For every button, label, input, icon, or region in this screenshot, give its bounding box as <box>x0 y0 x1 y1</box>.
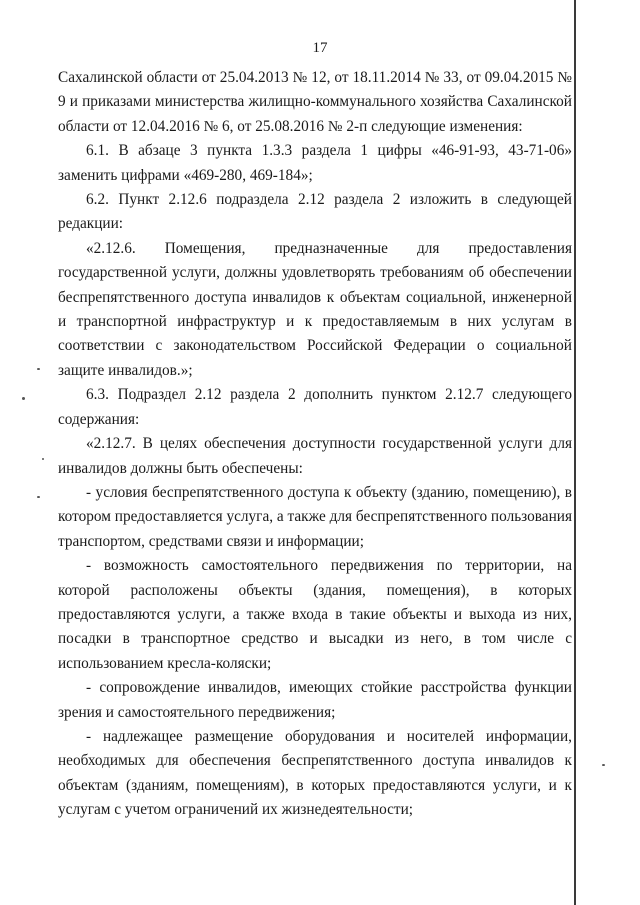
paragraph-intro-continuation: Сахалинской области от 25.04.2013 № 12, от 18.11.2014 № 33, от 09.04.2015 № 9 и приказами министерства жилищно-коммунального хозяйства Сахалинской области от 12.04.2016 № 6, от 25.08.2016 № 2-п следующие изменения: <box>58 69 572 135</box>
scan-speck <box>42 458 44 460</box>
list-item-escort: - сопровождение инвалидов, имеющих стойкие расстройства функции зрения и самостоятельного передвижения; <box>58 679 572 721</box>
list-item-access-conditions: - условия беспрепятственного доступа к объекту (зданию, помещению), в котором предоставляется услуга, а также для беспрепятственного пользования транспортом, средствами связи и информации; <box>58 483 572 550</box>
document-body <box>58 66 572 823</box>
paragraph-2-12-6: «2.12.6. Помещения, предназначенные для предоставления государственной услуги, должны удовлетворять требованиям об обеспечении беспрепятственного доступа инвалидов к объектам социальной, инженерной и транспортной инфраструктур и к предоставляемым в них услугам в соответствии с законодательством Российской Федерации о социальной защите инвалидов.»; <box>58 239 572 379</box>
paragraph-6-1: 6.1. В абзаце 3 пункта 1.3.3 раздела 1 цифры «46-91-93, 43-71-06» заменить цифрами «469-280, 469-184»; <box>58 142 572 184</box>
scan-edge-line <box>574 0 576 905</box>
page-number: 17 <box>312 40 328 56</box>
scan-speck <box>37 368 40 370</box>
list-item-equipment-placement: - надлежащее размещение оборудования и носителей информации, необходимых для обеспечения беспрепятственного доступа инвалидов к объектам (зданиям, помещениям), в которых предоставляются услуги, и к услугам с учетом ограничений их жизнедеятельности; <box>58 727 572 819</box>
paragraph-6-3: 6.3. Подраздел 2.12 раздела 2 дополнить пунктом 2.12.7 следующего содержания: <box>58 386 572 428</box>
paragraph-6-2: 6.2. Пункт 2.12.6 подраздела 2.12 раздела 2 изложить в следующей редакции: <box>58 191 572 233</box>
list-item-movement: - возможность самостоятельного передвижения по территории, на которой расположены объекты (здания, помещения), в которых предоставляются услуги, а также входа в такие объекты и выхода из них, посадки в транспортное средство и высадки из него, в том числе с использованием кресла-коляски; <box>58 557 572 672</box>
scan-speck <box>602 764 605 766</box>
scan-speck <box>37 496 40 498</box>
paragraph-2-12-7: «2.12.7. В целях обеспечения доступности государственной услуги для инвалидов должны быть обеспечены: <box>58 435 572 477</box>
scan-speck <box>22 397 25 400</box>
